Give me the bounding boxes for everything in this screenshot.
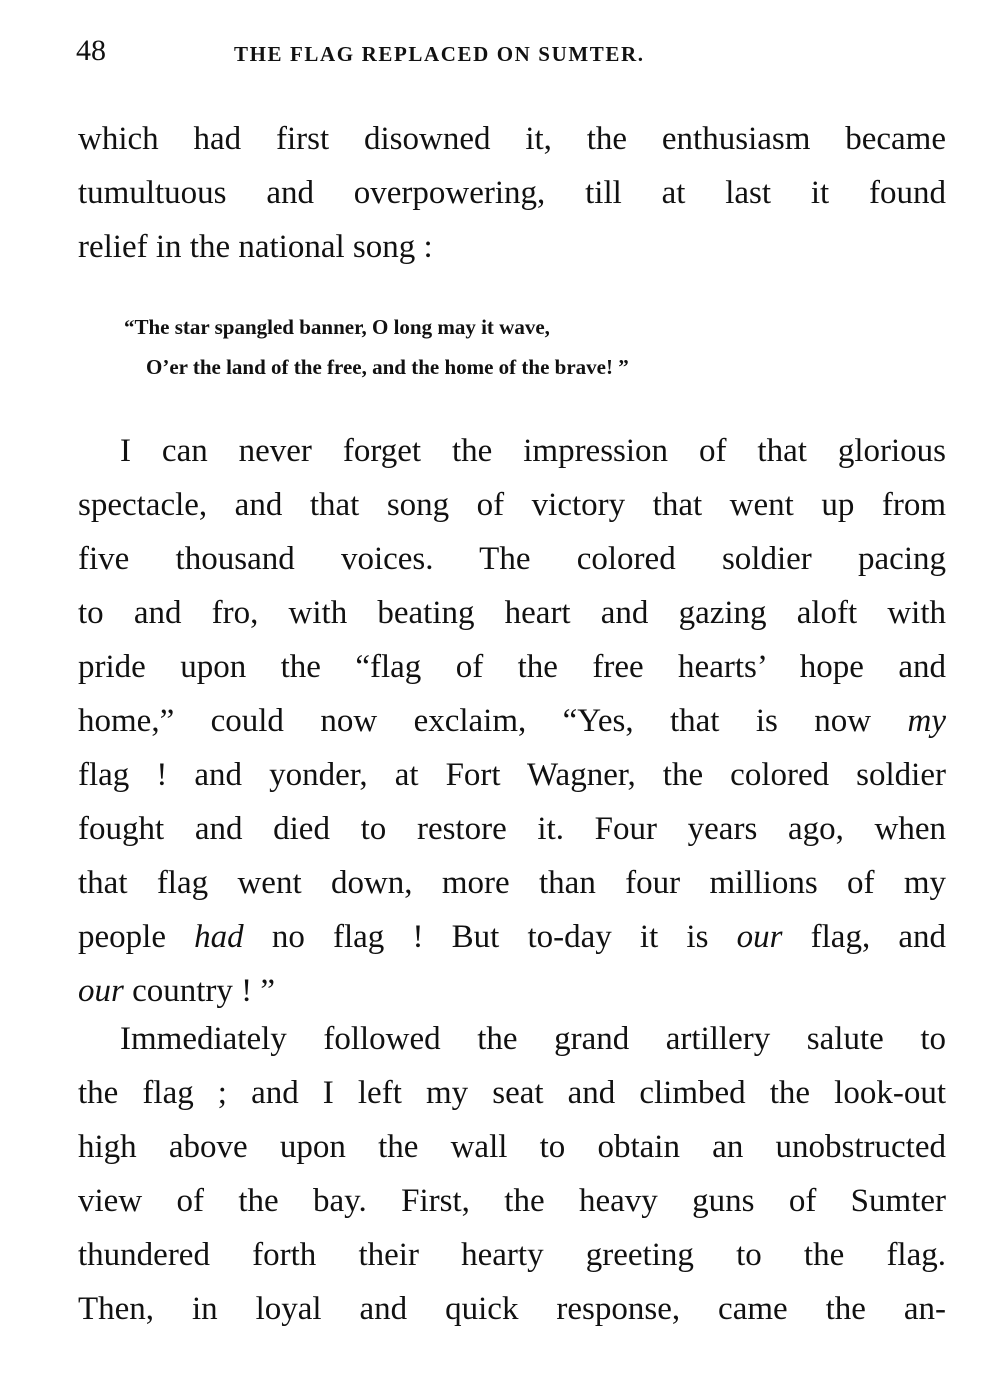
page-number: 48 xyxy=(76,34,106,67)
text-line: to and fro, with beating heart and gazing aloft with xyxy=(78,595,946,631)
text-line: I can never forget the impression of that glorious xyxy=(120,433,946,469)
italic-word: our xyxy=(78,973,124,1009)
italic-word: my xyxy=(907,703,947,739)
text-span: country ! ” xyxy=(132,973,276,1009)
text-line: view of the bay. First, the heavy guns of Sumter xyxy=(78,1183,946,1219)
text-span: people xyxy=(78,919,166,955)
text-line xyxy=(78,964,946,1018)
text-line: Immediately followed the grand artillery salute to xyxy=(120,1021,946,1057)
text-line: thundered forth their hearty greeting to the flag. xyxy=(78,1237,946,1273)
italic-word: our xyxy=(736,919,783,955)
text-span: home,” could now exclaim, “Yes, that is now xyxy=(78,703,872,739)
quote-line: “The star spangled banner, O long may it wave, xyxy=(124,315,550,339)
text-line: which had first disowned it, the enthusiasm became xyxy=(78,121,946,157)
paragraph-continued xyxy=(78,112,946,274)
text-line: that flag went down, more than four millions of my xyxy=(78,865,946,901)
quote-line: O’er the land of the free, and the home of the brave! ” xyxy=(146,355,629,379)
text-line: fought and died to restore it. Four years ago, when xyxy=(78,811,946,847)
text-line: spectacle, and that song of victory that went up from xyxy=(78,487,946,523)
text-line: flag ! and yonder, at Fort Wagner, the colored soldier xyxy=(78,757,946,793)
text-line: tumultuous and overpowering, till at last it found xyxy=(78,175,946,211)
text-line: relief in the national song : xyxy=(78,229,433,265)
text-line xyxy=(78,910,946,964)
text-line: high above upon the wall to obtain an unobstructed xyxy=(78,1129,946,1165)
text-span: flag, and xyxy=(810,919,947,955)
paragraph-salute xyxy=(78,1012,946,1336)
text-line: Then, in loyal and quick response, came the an- xyxy=(78,1291,946,1327)
text-line: five thousand voices. The colored soldier pacing xyxy=(78,541,946,577)
text-line: pride upon the “flag of the free hearts’ hope and xyxy=(78,649,946,685)
running-title: THE FLAG REPLACED ON SUMTER. xyxy=(234,42,645,66)
paragraph-soldier xyxy=(78,424,946,1018)
italic-word: had xyxy=(194,919,244,955)
text-line: the flag ; and I left my seat and climbed the look-out xyxy=(78,1075,946,1111)
text-span: no flag ! But to-day it is xyxy=(271,919,709,955)
song-quotation xyxy=(124,307,884,387)
text-line xyxy=(78,694,946,748)
page-header xyxy=(76,34,946,74)
